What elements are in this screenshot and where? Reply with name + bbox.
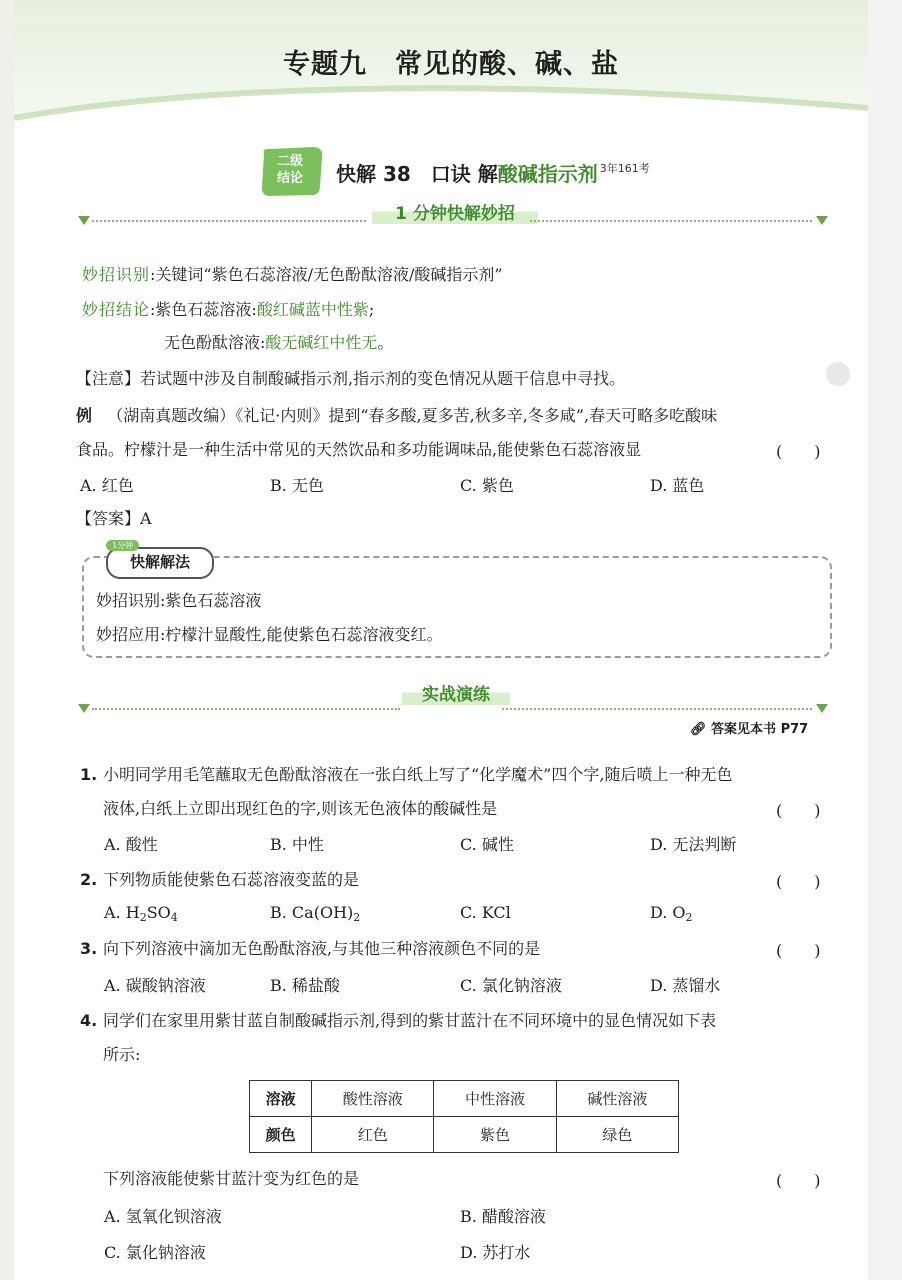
q3-line-1: 向下列溶液中滴加无色酚酞溶液,与其他三种溶液颜色不同的是 [103, 939, 541, 958]
q4-line-1: 同学们在家里用紫甘蓝自制酸碱指示剂,得到的紫甘蓝汁在不同环境中的显色情况如下表 [103, 1011, 717, 1030]
q3-option-a: A. 碳酸钠溶液 [104, 976, 206, 995]
q3-answer-blank[interactable]: ( ) [776, 941, 821, 960]
table-row [250, 1117, 679, 1153]
phenol-prefix: 无色酚酞溶液: [164, 333, 266, 352]
section-label-quick-tips: 1 分钟快解妙招 [372, 199, 538, 224]
q4-question: 下列溶液能使紫甘蓝汁变为红色的是 [103, 1169, 360, 1188]
q2-option-b [270, 903, 360, 924]
q2-option-d-text: D. O [650, 903, 686, 922]
q1-number: 1. [80, 765, 98, 784]
q1-option-c: C. 碱性 [460, 835, 514, 854]
answer-reference [690, 718, 808, 737]
example-line-1 [76, 405, 717, 427]
table-cell: 中性溶液 [434, 1081, 556, 1117]
example-option-b: B. 无色 [270, 476, 324, 495]
q2-number: 2. [80, 870, 98, 889]
example-option-a: A. 红色 [80, 476, 134, 495]
example-label: 例 [76, 406, 93, 425]
q4-number: 4. [80, 1011, 98, 1030]
q2-option-a-sub1: 2 [139, 911, 147, 924]
link-icon: 🔗︎ [690, 722, 707, 737]
tip-phenolphthalein [164, 332, 393, 354]
divider2-right-marker [816, 704, 828, 713]
q2-answer-blank[interactable]: ( ) [776, 872, 821, 891]
q2-option-a-sub2: 4 [170, 911, 178, 924]
divider2-left-marker [78, 704, 90, 713]
q3-option-c: C. 氯化钠溶液 [460, 976, 562, 995]
divider-right-marker [816, 216, 828, 225]
tip-identify-text: :关键词“紫色石蕊溶液/无色酚酞溶液/酸碱指示剂” [150, 265, 503, 284]
table-header-cell: 颜色 [250, 1117, 312, 1153]
table-cell: 红色 [312, 1117, 434, 1153]
example-answer-blank[interactable]: ( ) [776, 442, 821, 461]
page-edge [0, 0, 14, 1280]
table-cell: 绿色 [556, 1117, 678, 1153]
table-cell: 紫色 [434, 1117, 556, 1153]
example-option-c: C. 紫色 [460, 476, 514, 495]
q4-option-c: C. 氯化钠溶液 [104, 1243, 206, 1262]
divider2-line-left [92, 708, 400, 710]
answer-reference-text: 答案见本书 P77 [711, 722, 809, 737]
example-line-2: 食品。柠檬汁是一种生活中常见的天然饮品和多功能调味品,能使紫色石蕊溶液显 [76, 440, 642, 459]
page-smudge [826, 362, 850, 386]
q3-option-d: D. 蒸馏水 [650, 976, 721, 995]
q2-option-d-sub: 2 [685, 911, 693, 924]
subtitle-prefix: 快解 38 口诀 解 [336, 162, 498, 186]
section-label-practice: 实战演练 [402, 680, 510, 705]
divider-left-marker [78, 216, 90, 225]
litmus-end: ; [368, 300, 375, 319]
phenol-end: 。 [377, 333, 394, 352]
example-text-1: （湖南真题改编）《礼记·内则》提到“春多酸,夏多苦,秋多辛,冬多咸”,春天可略多吃酸味 [107, 406, 718, 425]
q4-answer-blank[interactable]: ( ) [776, 1171, 821, 1190]
q1-line-2: 液体,白纸上立即出现红色的字,则该无色液体的酸碱性是 [103, 799, 498, 818]
page-margin [868, 0, 902, 1280]
example-answer: 【答案】A [76, 509, 152, 528]
table-cell: 酸性溶液 [312, 1081, 434, 1117]
q4-option-a: A. 氢氧化钡溶液 [104, 1207, 222, 1226]
q2-option-a-so: SO [146, 903, 171, 922]
q2-option-d [650, 903, 693, 924]
quick-apply: 妙招应用:柠檬汁显酸性,能使紫色石蕊溶液变红。 [96, 625, 443, 644]
tip-identify [82, 264, 503, 286]
divider2-line-right [502, 708, 812, 710]
quick-solution-mini-tag: 1分钟 [106, 540, 139, 551]
q2-line-1: 下列物质能使紫色石蕊溶液变蓝的是 [103, 870, 360, 889]
badge-text [264, 153, 316, 187]
q4-option-b: B. 醋酸溶液 [460, 1207, 546, 1226]
tip-conclusion-label: 妙招结论 [82, 300, 151, 319]
quick-identify: 妙招识别:紫色石蕊溶液 [96, 591, 262, 610]
q4-option-d: D. 苏打水 [460, 1243, 531, 1262]
q2-option-a-h: A. H [104, 903, 140, 922]
litmus-prefix: :紫色石蕊溶液: [150, 300, 257, 319]
page-title: 专题九 常见的酸、碱、盐 [283, 49, 619, 80]
q1-answer-blank[interactable]: ( ) [776, 801, 821, 820]
q3-option-b: B. 稀盐酸 [270, 976, 340, 995]
tip-conclusion [82, 299, 374, 321]
lesson-subtitle [336, 158, 650, 187]
phenol-rule: 酸无碱红中性无 [265, 333, 378, 352]
q2-option-b-sub: 2 [353, 911, 361, 924]
table-row [250, 1081, 679, 1117]
q2-option-a [104, 903, 178, 924]
table-header-cell: 溶液 [250, 1081, 312, 1117]
q1-option-a: A. 酸性 [104, 835, 158, 854]
subtitle-highlight: 酸碱指示剂 [497, 162, 598, 186]
q1-line-1: 小明同学用毛笔蘸取无色酚酞溶液在一张白纸上写了“化学魔术”四个字,随后喷上一种无色 [103, 765, 733, 784]
divider-line-left [92, 220, 366, 222]
indicator-color-table [249, 1080, 679, 1153]
example-option-d: D. 蓝色 [650, 476, 705, 495]
q2-option-b-text: B. Ca(OH) [270, 903, 354, 922]
badge-line-2: 结论 [276, 171, 303, 186]
q4-line-2: 所示: [103, 1045, 141, 1064]
header-wave [14, 78, 868, 138]
quick-solution-tag: 快解解法 [106, 547, 214, 579]
litmus-rule: 酸红碱蓝中性紫 [256, 300, 369, 319]
badge-line-1: 二级 [276, 154, 303, 169]
q2-option-c: C. KCl [460, 903, 511, 922]
q3-number: 3. [80, 939, 98, 958]
table-cell: 碱性溶液 [556, 1081, 678, 1117]
exam-frequency: 3年161考 [599, 162, 650, 175]
q1-option-b: B. 中性 [270, 835, 324, 854]
divider-line-right [530, 220, 812, 222]
q1-option-d: D. 无法判断 [650, 835, 737, 854]
tip-note: 【注意】若试题中涉及自制酸碱指示剂,指示剂的变色情况从题干信息中寻找。 [76, 369, 626, 388]
tip-identify-label: 妙招识别 [82, 265, 151, 284]
